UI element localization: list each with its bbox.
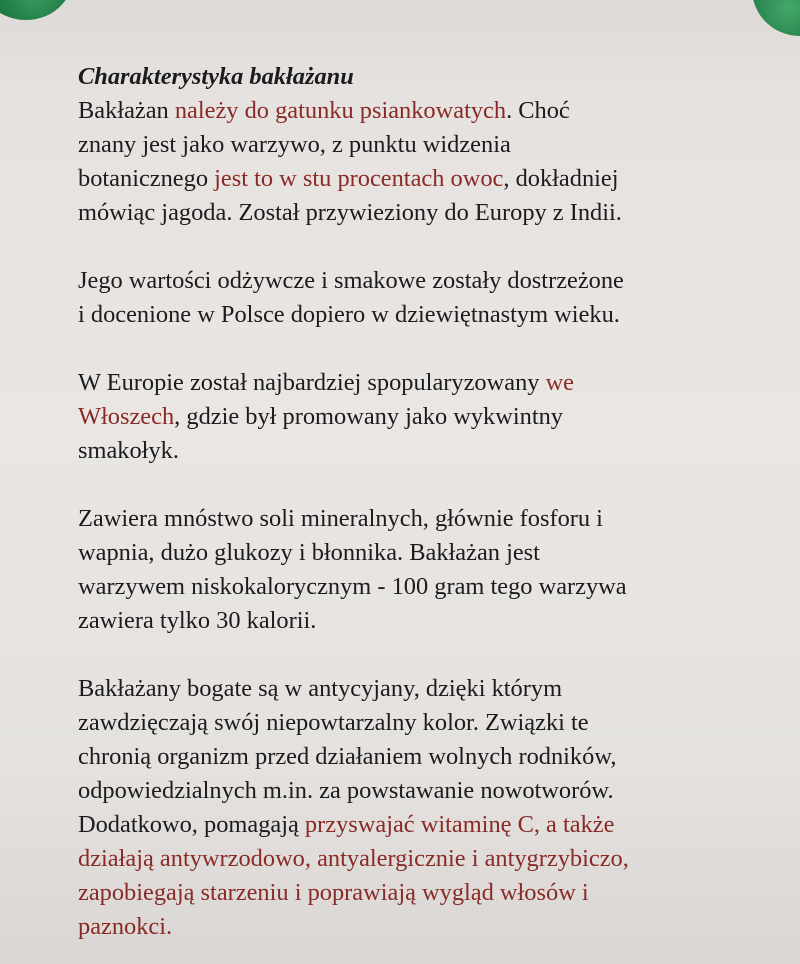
highlighted-text: należy do gatunku psiankowatych [174,97,507,124]
paragraph-poland [78,264,786,332]
paragraph-europe [78,366,786,468]
text-span: botanicznego [78,165,215,192]
text-line: smakołyk. [78,437,179,464]
paragraph-health [78,672,786,944]
text-line: Zawiera mnóstwo soli mineralnych, głównie fosforu i [78,505,603,532]
text-line: zawiera tylko 30 kalorii. [78,607,317,634]
printed-sheet-text [78,60,786,944]
text-line: mówiąc jagoda. Został przywieziony do Europy z Indii. [78,199,622,226]
highlighted-text: we [545,369,575,396]
text-line: odpowiedzialnych m.in. za powstawanie nowotworów. [78,777,614,804]
page-title: Charakterystyka bakłażanu [78,63,354,90]
text-line: warzywem niskokalorycznym - 100 gram tego warzywa [78,573,627,600]
text-span: , gdzie był promowany jako wykwintny [174,403,564,430]
green-magnet-right [752,0,800,36]
highlighted-text: przyswajać witaminę C, a także [304,811,615,838]
text-line [78,400,786,434]
paragraph-origin [78,94,786,230]
text-line: znany jest jako warzywo, z punktu widzenia [78,131,511,158]
text-line: i docenione w Polsce dopiero w dziewiętnastym wieku. [78,301,620,328]
text-line: zawdzięczają swój niepowtarzalny kolor. Związki te [78,709,589,736]
text-line [78,366,786,400]
text-line: chronią organizm przed działaniem wolnych rodników, [78,743,617,770]
highlighted-text-line: paznokci. [78,913,173,940]
highlighted-text-line: działają antywrzodowo, antyalergicznie i antygrzybiczo, [78,845,629,872]
paragraph-nutrition [78,502,786,638]
text-line: wapnia, dużo glukozy i błonnika. Bakłażan jest [78,539,540,566]
text-span: W Europie został najbardziej spopularyzowany [78,369,546,396]
highlighted-text: Włoszech [78,403,175,430]
green-magnet-left [0,0,72,20]
highlighted-text: jest to w stu procentach owoc [214,165,504,192]
text-line: Bakłażany bogate są w antycyjany, dzięki którym [78,675,563,702]
text-span: , dokładniej [503,165,619,192]
text-span: . Choć [506,97,570,124]
text-line [78,94,786,128]
text-line [78,808,786,842]
highlighted-text-line: zapobiegają starzeniu i poprawiają wygląd włosów i [78,879,589,906]
text-line [78,162,786,196]
text-span: Dodatkowo, pomagają [78,811,305,838]
text-line: Jego wartości odżywcze i smakowe zostały dostrzeżone [78,267,624,294]
text-span: Bakłażan [78,97,175,124]
